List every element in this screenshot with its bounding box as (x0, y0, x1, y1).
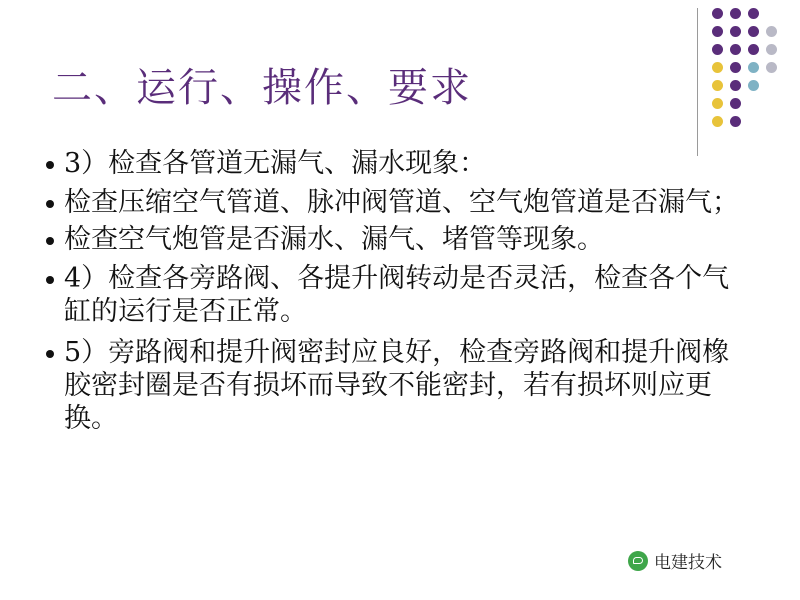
bullet-dot-icon (46, 161, 54, 169)
wechat-icon (628, 551, 648, 571)
bullet-item-4-text: 4）检查各旁路阀、各提升阀转动是否灵活，检查各个气缸的运行是否正常。 (64, 262, 730, 327)
bullet-item-3b (44, 224, 756, 257)
bullet-dot-icon (46, 200, 54, 208)
bullet-item-3-text: 3）检查各管道无漏气、漏水现象： (64, 148, 487, 179)
vertical-divider (697, 8, 698, 156)
dot-grid-decoration (690, 8, 782, 138)
bullet-item-5-text: 5）旁路阀和提升阀密封应良好，检查旁路阀和提升阀橡胶密封圈是否有损坏而导致不能密封，若有损坏则应更换。 (64, 336, 730, 434)
bullet-dot-icon (46, 276, 54, 284)
bullet-dot-icon (46, 237, 54, 245)
page-title: 二、运行、操作、要求 (52, 65, 472, 111)
bullet-item-3a (44, 187, 756, 220)
bullet-item-3a-text: 检查压缩空气管道、脉冲阀管道、空气炮管道是否漏气； (64, 186, 739, 218)
bullet-item-5 (44, 337, 756, 436)
bullet-dot-icon (46, 350, 54, 358)
slide-body (44, 148, 756, 440)
bullet-item-4 (44, 263, 756, 329)
bullet-item-3b-text: 检查空气炮管是否漏水、漏气、堵管等现象。 (64, 223, 604, 255)
bullet-item-3 (44, 148, 756, 181)
footer-logo-label: 电建技术 (654, 553, 722, 573)
footer-watermark (628, 548, 722, 573)
